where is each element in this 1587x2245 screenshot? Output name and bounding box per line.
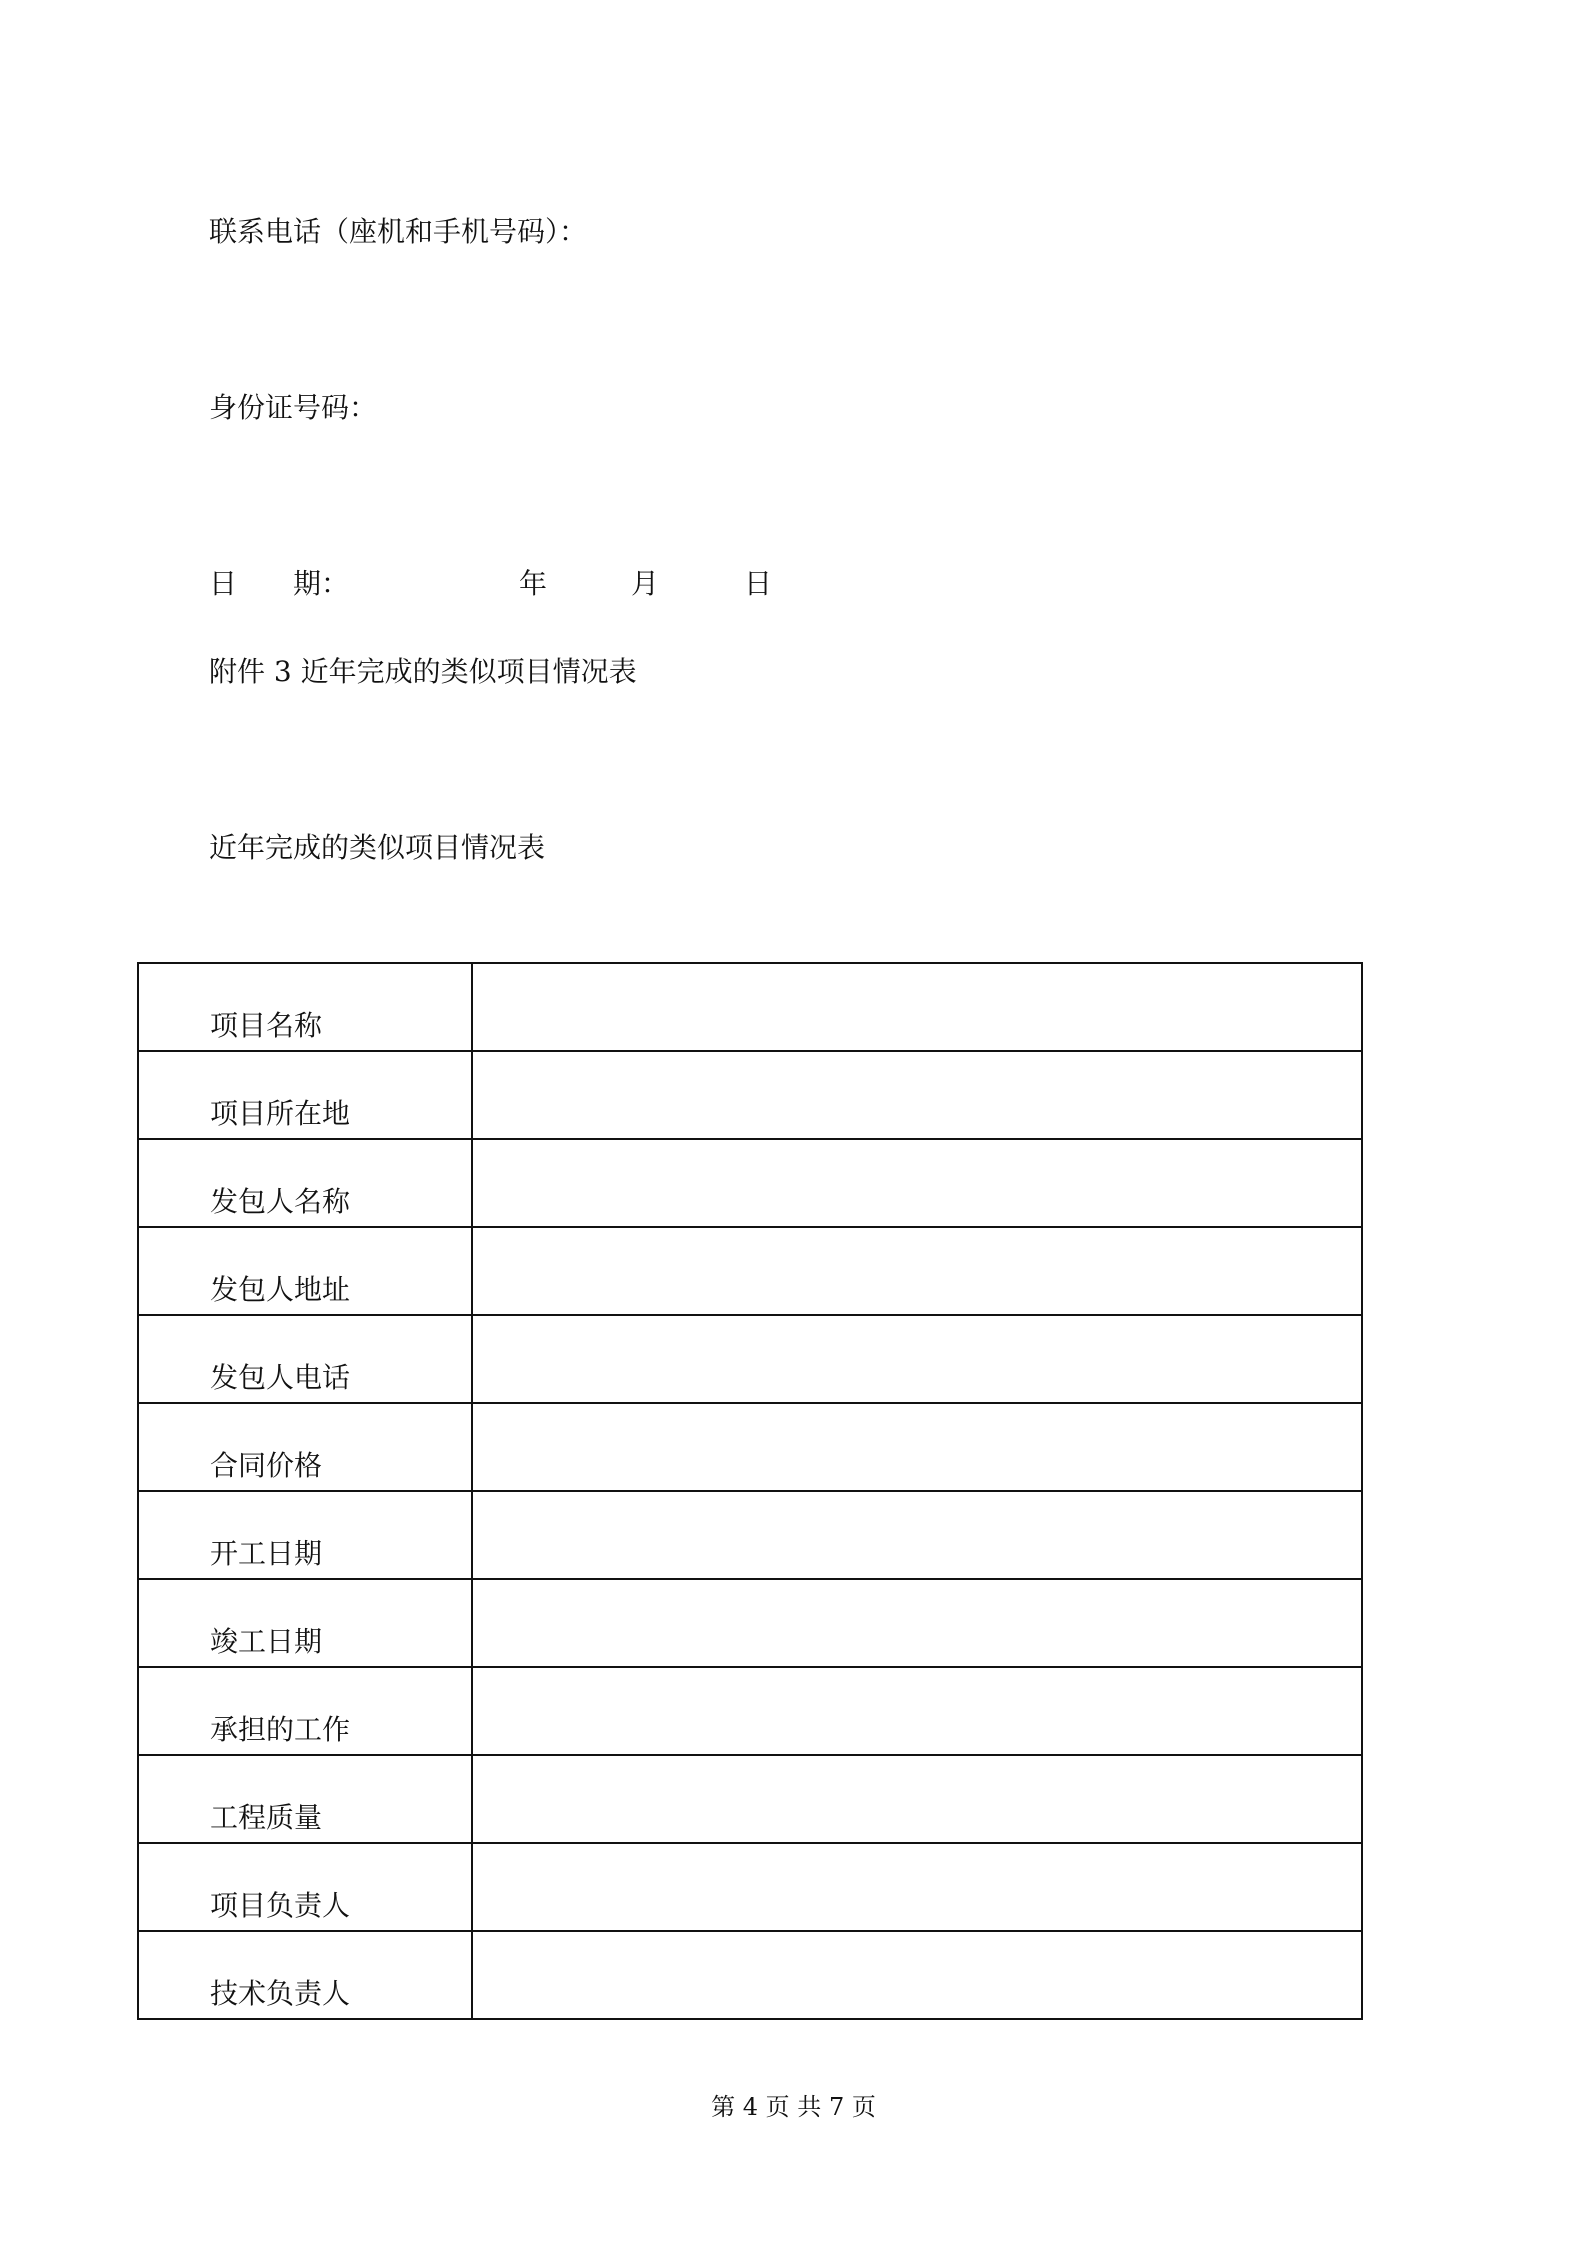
row-label: 承担的工作 (138, 1667, 472, 1755)
row-value (472, 963, 1362, 1051)
table-row (138, 1579, 1362, 1667)
date-month-label: 月 (631, 567, 660, 600)
row-value (472, 1139, 1362, 1227)
table-row (138, 1491, 1362, 1579)
row-label: 工程质量 (138, 1755, 472, 1843)
row-label: 技术负责人 (138, 1931, 472, 2019)
row-value (472, 1755, 1362, 1843)
row-value (472, 1931, 1362, 2019)
table-row (138, 1403, 1362, 1491)
row-value (472, 1403, 1362, 1491)
annex-title: 附件 3 近年完成的类似项目情况表 (209, 655, 637, 688)
row-label: 发包人电话 (138, 1315, 472, 1403)
table-row (138, 1755, 1362, 1843)
project-info-table (137, 962, 1363, 2020)
row-label: 合同价格 (138, 1403, 472, 1491)
row-value (472, 1667, 1362, 1755)
row-label: 发包人名称 (138, 1139, 472, 1227)
date-label: 日 期： (209, 567, 350, 600)
row-value (472, 1843, 1362, 1931)
row-value (472, 1051, 1362, 1139)
row-label: 竣工日期 (138, 1579, 472, 1667)
date-day-label: 日 (744, 567, 773, 600)
table-row (138, 1139, 1362, 1227)
phone-label: 联系电话（座机和手机号码）： (209, 215, 588, 248)
row-label: 发包人地址 (138, 1227, 472, 1315)
row-value (472, 1227, 1362, 1315)
table-row (138, 1931, 1362, 2019)
table-row (138, 1227, 1362, 1315)
table-row (138, 1843, 1362, 1931)
row-label: 开工日期 (138, 1491, 472, 1579)
id-number-label: 身份证号码： (209, 391, 378, 424)
table-row (138, 1051, 1362, 1139)
row-label: 项目名称 (138, 963, 472, 1051)
date-year-label: 年 (519, 567, 548, 600)
table-title: 近年完成的类似项目情况表 (209, 831, 546, 864)
table-row (138, 1315, 1362, 1403)
row-value (472, 1315, 1362, 1403)
row-label: 项目负责人 (138, 1843, 472, 1931)
row-value (472, 1491, 1362, 1579)
table-row (138, 1667, 1362, 1755)
page-footer: 第 4 页 共 7 页 (711, 2093, 876, 2121)
row-label: 项目所在地 (138, 1051, 472, 1139)
table-row (138, 963, 1362, 1051)
row-value (472, 1579, 1362, 1667)
